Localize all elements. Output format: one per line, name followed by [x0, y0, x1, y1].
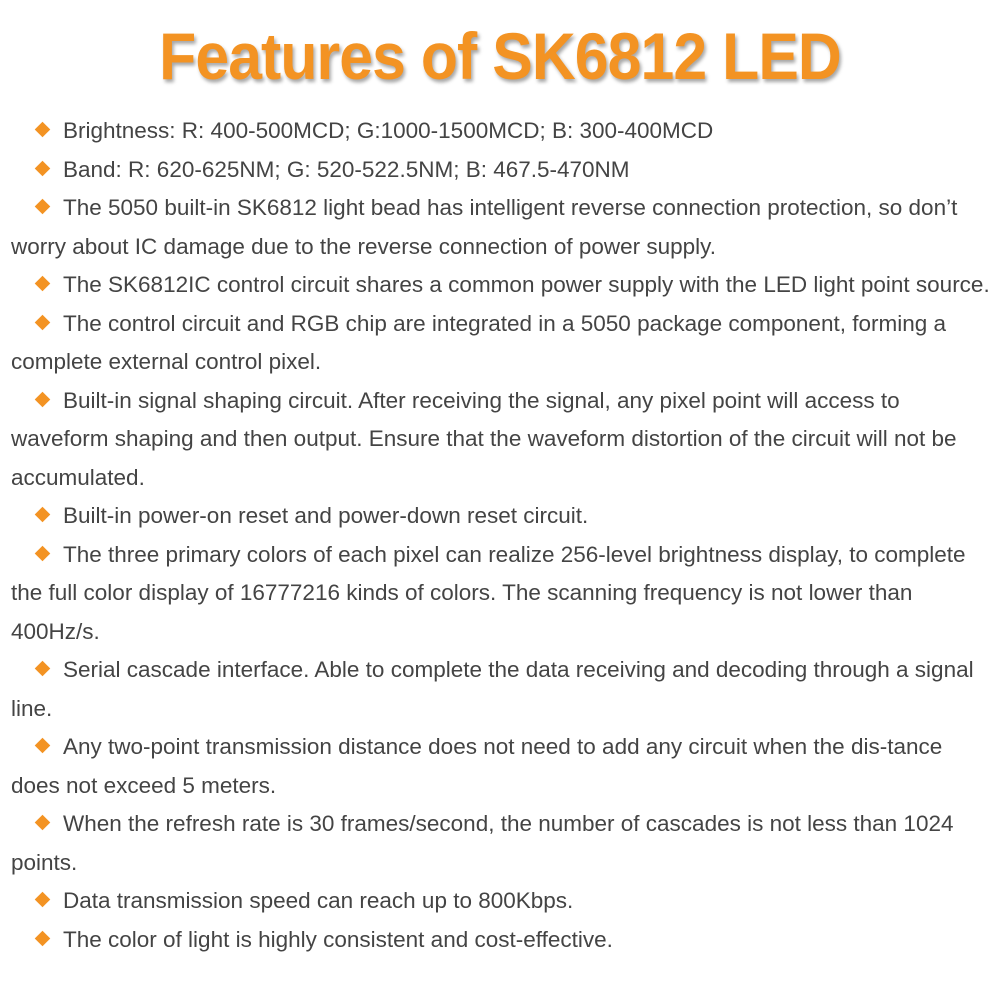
diamond-bullet-icon: [35, 661, 51, 677]
diamond-bullet-icon: [35, 507, 51, 523]
feature-item: [11, 382, 996, 498]
feature-text: Built-in signal shaping circuit. After receiving the signal, any pixel point will access to waveform shaping and then output. Ensure that the waveform distortion of the circuit will not be accumulated.: [11, 387, 957, 490]
diamond-bullet-icon: [35, 160, 51, 176]
feature-text: Data transmission speed can reach up to 800Kbps.: [63, 888, 574, 913]
diamond-bullet-icon: [35, 815, 51, 831]
feature-item: [11, 921, 996, 960]
feature-text: Any two-point transmission distance does not need to add any circuit when the dis-tance does not exceed 5 meters.: [11, 734, 943, 798]
diamond-bullet-icon: [35, 314, 51, 330]
feature-item: [11, 728, 996, 805]
page-title: Features of SK6812 LED: [159, 19, 841, 93]
feature-item: [11, 805, 996, 882]
feature-text: When the refresh rate is 30 frames/second, the number of cascades is not less than 1024 points.: [11, 811, 954, 875]
feature-item: [11, 151, 996, 190]
feature-text: The control circuit and RGB chip are integrated in a 5050 package component, forming a complete external control pixel.: [11, 310, 947, 374]
diamond-bullet-icon: [35, 122, 51, 138]
feature-item: [11, 189, 996, 266]
feature-text: The three primary colors of each pixel can realize 256-level brightness display, to complete the full color display of 16777216 kinds of colors. The scanning frequency is not lower than 400Hz/s.: [11, 541, 966, 644]
feature-text: Serial cascade interface. Able to complete the data receiving and decoding through a signal line.: [11, 657, 974, 721]
feature-text: The SK6812IC control circuit shares a common power supply with the LED light point source.: [63, 272, 990, 297]
feature-item: [11, 651, 996, 728]
diamond-bullet-icon: [35, 199, 51, 215]
diamond-bullet-icon: [35, 930, 51, 946]
diamond-bullet-icon: [35, 391, 51, 407]
feature-text: Built-in power-on reset and power-down reset circuit.: [63, 503, 589, 528]
feature-item: [11, 112, 996, 151]
diamond-bullet-icon: [35, 276, 51, 292]
feature-item: [11, 305, 996, 382]
diamond-bullet-icon: [35, 738, 51, 754]
feature-list: [11, 112, 996, 959]
feature-item: [11, 497, 996, 536]
feature-text: Band: R: 620-625NM; G: 520-522.5NM; B: 467.5-470NM: [63, 156, 630, 182]
feature-text: The 5050 built-in SK6812 light bead has intelligent reverse connection protection, so don’t worry about IC damage due to the reverse connection of power supply.: [11, 195, 958, 259]
diamond-bullet-icon: [35, 892, 51, 908]
feature-item: [11, 882, 996, 921]
feature-text: The color of light is highly consistent and cost-effective.: [63, 926, 613, 952]
feature-item: [11, 266, 996, 305]
feature-item: [11, 536, 996, 652]
diamond-bullet-icon: [35, 545, 51, 561]
feature-text: Brightness: R: 400-500MCD; G:1000-1500MCD; B: 300-400MCD: [63, 118, 714, 143]
